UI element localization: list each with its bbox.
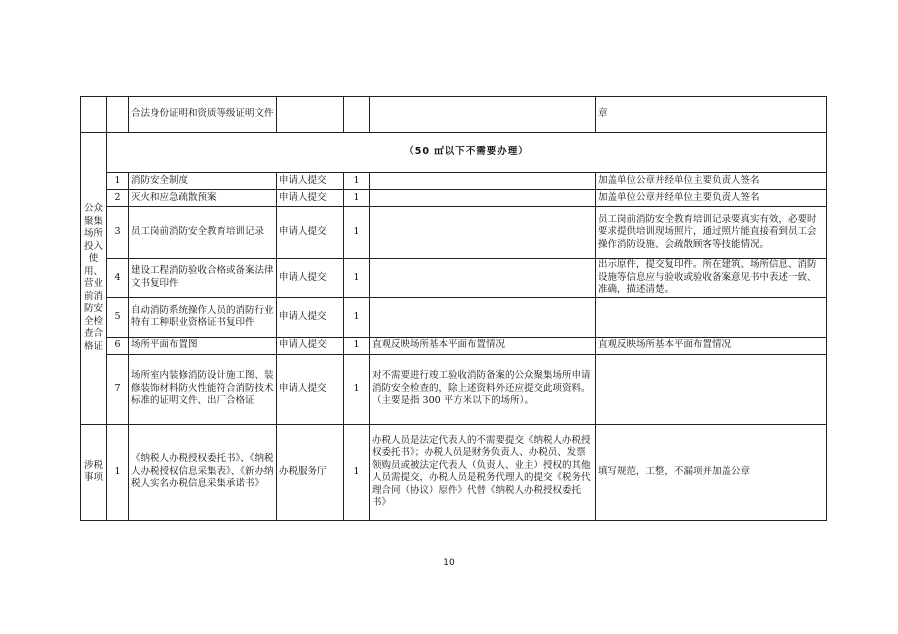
row-number: 2 <box>107 190 129 207</box>
submit-method-cell: 申请人提交 <box>277 297 344 337</box>
table-row <box>81 207 827 259</box>
count-cell: 1 <box>344 337 370 354</box>
description-cell <box>370 173 596 190</box>
description-cell <box>370 297 596 337</box>
table-row <box>81 259 827 298</box>
note-cell: 直观反映场所基本平面布置情况 <box>596 337 827 354</box>
count-cell: 1 <box>344 259 370 298</box>
page-number: 10 <box>443 558 455 568</box>
requirements-table <box>80 96 827 521</box>
material-cell: 合法身份证明和资质等级证明文件 <box>129 97 277 133</box>
table-row <box>81 173 827 190</box>
count-cell: 1 <box>344 424 370 520</box>
count-cell: 1 <box>344 173 370 190</box>
material-cell: 《纳税人办税授权委托书》、《纳税人办税授权信息采集表》、《新办纳税人实名办税信息采集承诺书》 <box>129 424 277 520</box>
note-cell: 出示原件，提交复印件。所在建筑、场所信息、消防设施等信息应与验收或验收备案意见书中表述一致、准确，描述清楚。 <box>596 259 827 298</box>
row-number: 1 <box>107 424 129 520</box>
description-cell <box>370 190 596 207</box>
row-number: 4 <box>107 259 129 298</box>
table-row <box>81 297 827 337</box>
submit-method-cell: 申请人提交 <box>277 190 344 207</box>
count-cell: 1 <box>344 207 370 259</box>
material-cell: 自动消防系统操作人员的消防行业特有工种职业资格证书复印件 <box>129 297 277 337</box>
note-cell <box>596 354 827 424</box>
description-cell <box>370 259 596 298</box>
submit-method-cell: 申请人提交 <box>277 259 344 298</box>
submit-method-cell: 申请人提交 <box>277 207 344 259</box>
note-cell: 加盖单位公章并经单位主要负责人签名 <box>596 173 827 190</box>
note-cell: 章 <box>596 97 827 133</box>
material-cell: 消防安全制度 <box>129 173 277 190</box>
submit-method-cell: 申请人提交 <box>277 173 344 190</box>
description-cell <box>370 97 596 133</box>
note-cell: 填写规范，工整，不漏项并加盖公章 <box>596 424 827 520</box>
description-cell: 办税人员是法定代表人的不需要提交《纳税人办税授权委托书》；办税人员是财务负责人、办税员、发票领购员或被法定代表人（负责人、业主）授权的其他人员需提交，办税人员是税务代理人的提交《税务代理合同（协议）原件》代替《纳税人办税授权委托书》 <box>370 424 596 520</box>
category-fire-safety: 公众聚集场所投入使用、营业前消防安全检查合格证 <box>81 133 107 425</box>
material-cell: 建设工程消防验收合格或备案法律文书复印件 <box>129 259 277 298</box>
submit-method-cell <box>277 97 344 133</box>
note-cell <box>596 297 827 337</box>
count-cell: 1 <box>344 297 370 337</box>
category-cell <box>81 97 107 133</box>
row-number: 5 <box>107 297 129 337</box>
row-number: 6 <box>107 337 129 354</box>
table-row <box>81 424 827 520</box>
section-heading: （50 ㎡以下不需要办理） <box>107 133 827 173</box>
submit-method-cell: 办税服务厅 <box>277 424 344 520</box>
note-cell: 加盖单位公章并经单位主要负责人签名 <box>596 190 827 207</box>
material-cell: 员工岗前消防安全教育培训记录 <box>129 207 277 259</box>
material-cell: 场所室内装修消防设计施工图、装修装饰材料防火性能符合消防技术标准的证明文件、出厂合格证 <box>129 354 277 424</box>
material-cell: 场所平面布置图 <box>129 337 277 354</box>
note-cell: 员工岗前消防安全教育培训记录要真实有效，必要时要求提供培训现场照片，通过照片能直接看到员工会操作消防设施、会疏散顾客等技能情况。 <box>596 207 827 259</box>
row-number: 7 <box>107 354 129 424</box>
row-number: 1 <box>107 173 129 190</box>
category-tax: 涉税事项 <box>81 424 107 520</box>
table-row <box>81 97 827 133</box>
count-cell <box>344 97 370 133</box>
number-cell <box>107 97 129 133</box>
material-cell: 灭火和应急疏散预案 <box>129 190 277 207</box>
description-cell: 直观反映场所基本平面布置情况 <box>370 337 596 354</box>
description-cell <box>370 207 596 259</box>
table-row <box>81 354 827 424</box>
table-row <box>81 190 827 207</box>
table-row <box>81 133 827 173</box>
count-cell: 1 <box>344 354 370 424</box>
count-cell: 1 <box>344 190 370 207</box>
table-row <box>81 337 827 354</box>
submit-method-cell: 申请人提交 <box>277 337 344 354</box>
row-number: 3 <box>107 207 129 259</box>
submit-method-cell: 申请人提交 <box>277 354 344 424</box>
description-cell: 对不需要进行竣工验收消防备案的公众聚集场所申请消防安全检查的，除上述资料外还应提交此项资料。（主要是指 300 平方米以下的场所）。 <box>370 354 596 424</box>
